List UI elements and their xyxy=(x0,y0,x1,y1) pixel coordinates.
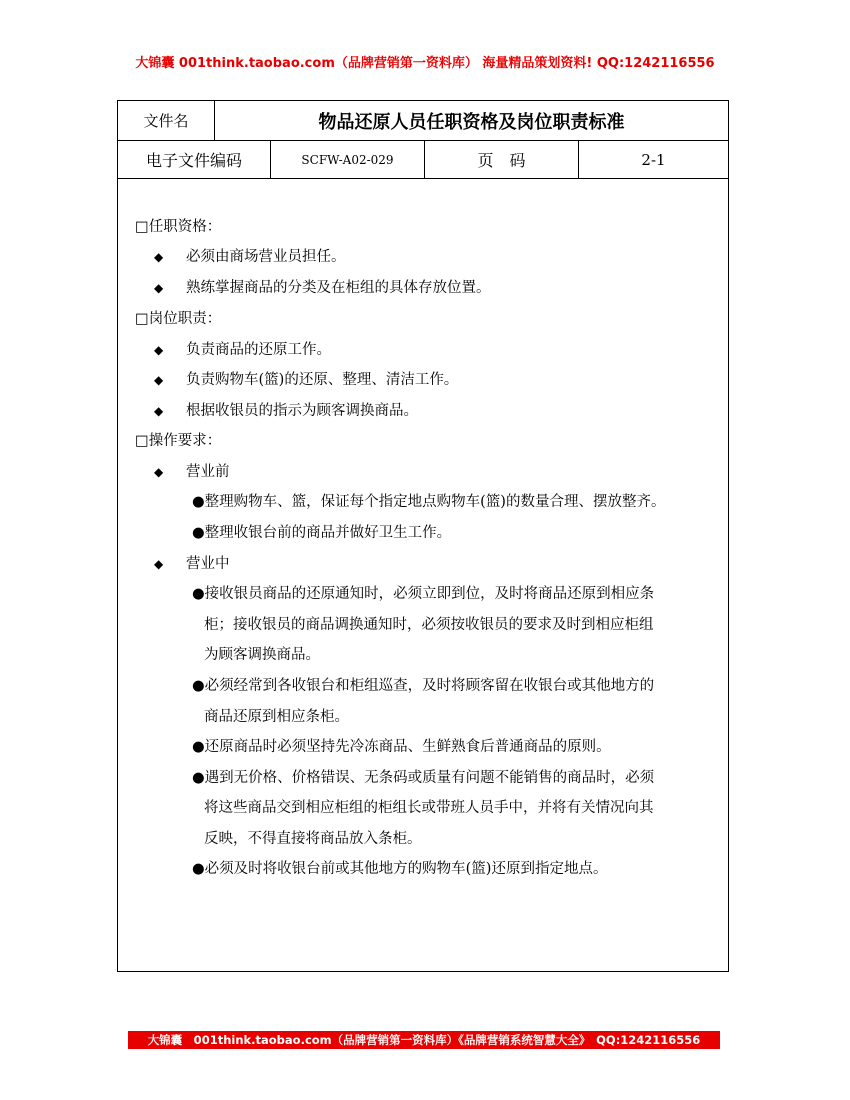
list-item: ●遇到无价格、价格错误、无条码或质量有问题不能销售的商品时，必须 xyxy=(192,770,655,786)
list-item: ●必须及时将收银台前或其他地方的购物车(篮)还原到指定地点。 xyxy=(192,861,608,877)
diamond-bullet-icon: ◆ xyxy=(154,281,164,295)
diamond-bullet-icon: ◆ xyxy=(154,343,164,357)
page-value: 2-1 xyxy=(641,150,666,169)
file-name-label: 文件名 xyxy=(118,101,215,140)
list-item-continuation: 柜；接收银员的商品调换通知时，必须按收银员的要求及时到相应柜组 xyxy=(204,617,654,633)
list-item-continuation: 商品还原到相应条柜。 xyxy=(204,709,349,725)
page-label: 页 码 xyxy=(425,141,579,178)
list-item: ●还原商品时必须坚持先冷冻商品、生鲜熟食后普通商品的原则。 xyxy=(192,739,611,755)
list-item: ◆ 必须由商场营业员担任。 xyxy=(154,249,346,265)
list-item-continuation: 反映，不得直接将商品放入条柜。 xyxy=(204,831,422,847)
header-banner: 大锦囊 001think.taobao.com（品牌营销第一资料库） 海量精品策划资料! QQ:1242116556 xyxy=(135,56,715,71)
file-code-value: SCFW-A02-029 xyxy=(271,141,425,178)
list-item-continuation: 为顾客调换商品。 xyxy=(204,647,320,663)
list-item: ◆ 负责商品的还原工作。 xyxy=(154,342,331,358)
subheading-during-business: ◆ 营业中 xyxy=(154,556,230,572)
subheading-before-business: ◆ 营业前 xyxy=(154,464,230,480)
diamond-bullet-icon: ◆ xyxy=(154,465,164,479)
list-item: ◆ 负责购物车(篮)的还原、整理、清洁工作。 xyxy=(154,372,459,388)
list-item: ●整理购物车、篮，保证每个指定地点购物车(篮)的数量合理、摆放整齐。 xyxy=(192,494,666,510)
list-item: ◆ 熟练掌握商品的分类及在柜组的具体存放位置。 xyxy=(154,280,491,296)
list-item: ●整理收银台前的商品并做好卫生工作。 xyxy=(192,525,452,541)
footer-banner: 大锦囊 001think.taobao.com（品牌营销第一资料库）《品牌营销系统智慧大全》 QQ:1242116556 xyxy=(128,1031,720,1049)
document-table xyxy=(117,100,729,972)
diamond-bullet-icon: ◆ xyxy=(154,557,164,571)
duties-heading: □岗位职责： xyxy=(135,311,222,327)
diamond-bullet-icon: ◆ xyxy=(154,250,164,264)
list-item: ◆ 根据收银员的指示为顾客调换商品。 xyxy=(154,403,418,419)
diamond-bullet-icon: ◆ xyxy=(154,404,164,418)
document-title: 物品还原人员任职资格及岗位职责标准 xyxy=(318,111,625,133)
title-row xyxy=(118,101,728,141)
file-code-label: 电子文件编码 xyxy=(118,141,271,178)
list-item: ●必须经常到各收银台和柜组巡查，及时将顾客留在收银台或其他地方的 xyxy=(192,678,655,694)
requirements-heading: □操作要求： xyxy=(135,433,222,449)
diamond-bullet-icon: ◆ xyxy=(154,373,164,387)
list-item-continuation: 将这些商品交到相应柜组的柜组长或带班人员手中，并将有关情况向其 xyxy=(204,800,654,816)
code-row xyxy=(118,141,728,179)
list-item: ●接收银员商品的还原通知时，必须立即到位，及时将商品还原到相应条 xyxy=(192,586,655,602)
qualifications-heading: □任职资格： xyxy=(135,219,222,235)
